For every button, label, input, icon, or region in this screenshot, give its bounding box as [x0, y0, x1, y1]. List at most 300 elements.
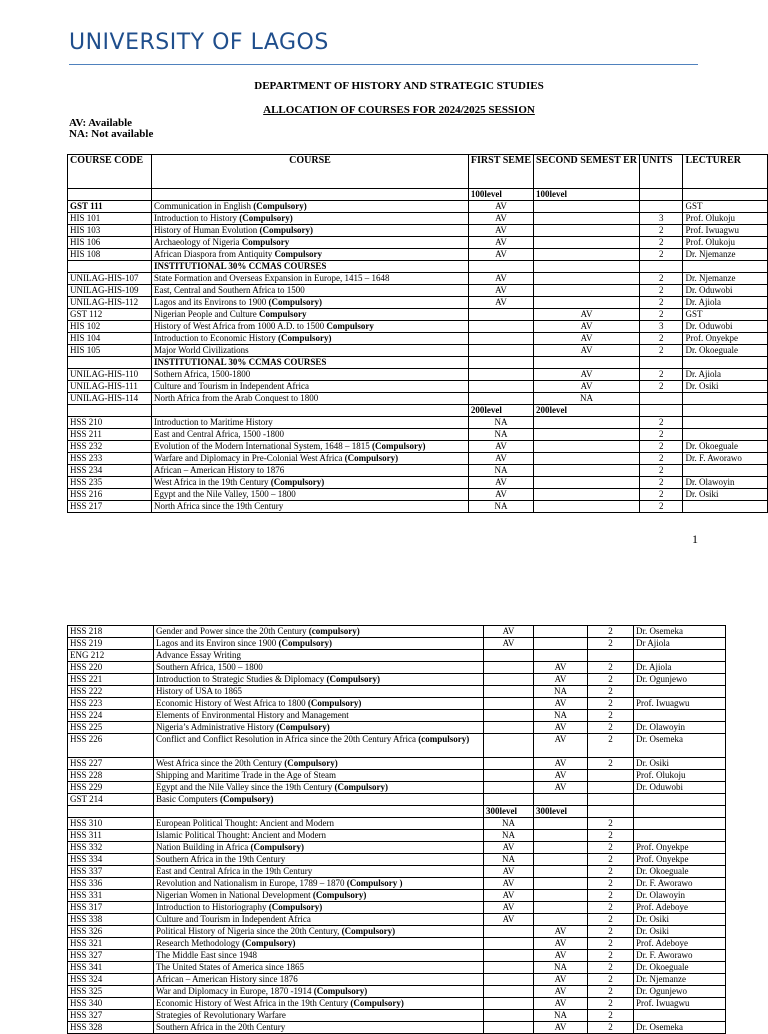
- course-title: [152, 189, 469, 201]
- first-semester-status: NA: [484, 830, 534, 842]
- course-title-text: Lagos and its Environ since 1900: [156, 638, 277, 648]
- second-semester-status: AV: [534, 758, 588, 770]
- course-code: HSS 331: [68, 890, 154, 902]
- compulsory-label: (Compulsory): [220, 794, 274, 804]
- course-title: [152, 405, 469, 417]
- course-code: HSS 234: [68, 465, 152, 477]
- course-units: 2: [588, 662, 634, 674]
- first-semester-status: AV: [468, 237, 533, 249]
- second-semester-status: [534, 650, 588, 662]
- course-title: [154, 890, 484, 902]
- table-row: [68, 914, 726, 926]
- first-semester-status: AV: [468, 297, 533, 309]
- course-title-text: Southern Africa, 1500 – 1800: [156, 662, 263, 672]
- lecturer-name: Dr. Okoeguale: [683, 441, 768, 453]
- course-code: HSS 221: [68, 674, 154, 686]
- table-row: [68, 998, 726, 1010]
- first-semester-status: AV: [468, 273, 533, 285]
- course-units: [640, 201, 683, 213]
- course-title-text: Introduction to Maritime History: [154, 417, 273, 427]
- second-semester-status: AV: [534, 369, 640, 381]
- course-title: [154, 854, 484, 866]
- course-units: 2: [640, 333, 683, 345]
- first-semester-status: [484, 1022, 534, 1034]
- lecturer-name: [683, 417, 768, 429]
- course-title: [154, 806, 484, 818]
- course-units: 2: [588, 626, 634, 638]
- section-row: [68, 357, 768, 369]
- first-semester-status: [484, 722, 534, 734]
- table-row: [68, 237, 768, 249]
- course-units: 2: [640, 249, 683, 261]
- course-title: [152, 381, 469, 393]
- course-units: 2: [640, 309, 683, 321]
- second-semester-status: [534, 638, 588, 650]
- course-units: [588, 794, 634, 806]
- first-semester-status: AV: [484, 638, 534, 650]
- course-title: [154, 1022, 484, 1034]
- page-number: 1: [692, 532, 698, 546]
- lecturer-name: GST: [683, 309, 768, 321]
- lecturer-name: [683, 405, 768, 417]
- second-semester-status: NA: [534, 710, 588, 722]
- compulsory-label: (Compulsory): [344, 453, 399, 463]
- first-semester-status: [468, 345, 533, 357]
- course-title-text: Culture and Tourism in Independent Africa: [154, 381, 309, 391]
- first-semester-status: AV: [468, 285, 533, 297]
- course-units: 2: [588, 698, 634, 710]
- course-title: [154, 938, 484, 950]
- second-semester-status: AV: [534, 926, 588, 938]
- course-title: [152, 285, 469, 297]
- course-code: HSS 327: [68, 1010, 154, 1022]
- course-title-text: Introduction to Economic History: [154, 333, 276, 343]
- course-title: [154, 686, 484, 698]
- course-title: [152, 477, 469, 489]
- first-semester-status: [484, 710, 534, 722]
- course-units: 2: [640, 297, 683, 309]
- compulsory-label: Compulsory: [241, 237, 290, 247]
- course-title-text: The United States of America since 1865: [156, 962, 304, 972]
- course-title: [154, 710, 484, 722]
- course-title-text: Warfare and Diplomacy in Pre-Colonial West Africa: [154, 453, 343, 463]
- course-code: [68, 189, 152, 201]
- first-semester-status: [484, 734, 534, 758]
- course-title: [154, 950, 484, 962]
- course-title-text: Elements of Environmental History and Management: [156, 710, 349, 720]
- second-semester-status: [534, 237, 640, 249]
- first-semester-status: [484, 770, 534, 782]
- course-units: 2: [640, 453, 683, 465]
- second-semester-status: [534, 429, 640, 441]
- course-units: [588, 782, 634, 794]
- course-code: HSS 228: [68, 770, 154, 782]
- table-row: [68, 213, 768, 225]
- course-title-text: Strategies of Revolutionary Warfare: [156, 1010, 286, 1020]
- table-row: [68, 962, 726, 974]
- first-semester-status: AV: [484, 626, 534, 638]
- course-code: UNILAG-HIS-110: [68, 369, 152, 381]
- second-semester-status: [534, 357, 640, 369]
- second-semester-status: NA: [534, 962, 588, 974]
- lecturer-name: Dr. Oduwobi: [683, 285, 768, 297]
- first-semester-status: [484, 794, 534, 806]
- table-row: [68, 686, 726, 698]
- lecturer-name: Prof. Olukoju: [683, 213, 768, 225]
- course-title: [154, 638, 484, 650]
- course-title-text: North Africa from the Arab Conquest to 1800: [154, 393, 319, 403]
- second-semester-status: 100level: [534, 189, 640, 201]
- course-code: HSS 338: [68, 914, 154, 926]
- table-row: [68, 662, 726, 674]
- second-semester-status: AV: [534, 770, 588, 782]
- course-units: 2: [640, 285, 683, 297]
- course-title-text: European Political Thought: Ancient and Modern: [156, 818, 335, 828]
- course-units: [588, 650, 634, 662]
- course-title: [152, 201, 469, 213]
- course-title-text: East and Central Africa, 1500 -1800: [154, 429, 285, 439]
- course-code: HSS 340: [68, 998, 154, 1010]
- course-code: HSS 210: [68, 417, 152, 429]
- course-title-text: West Africa in the 19th Century: [154, 477, 269, 487]
- course-title: [152, 453, 469, 465]
- second-semester-status: [534, 854, 588, 866]
- second-semester-status: [534, 842, 588, 854]
- lecturer-name: Dr. F. Aworawo: [634, 950, 726, 962]
- second-semester-status: [534, 830, 588, 842]
- first-semester-status: [484, 974, 534, 986]
- course-code: HSS 326: [68, 926, 154, 938]
- course-code: HSS 332: [68, 842, 154, 854]
- course-title: [154, 842, 484, 854]
- second-semester-status: AV: [534, 938, 588, 950]
- second-semester-status: [534, 902, 588, 914]
- second-semester-status: AV: [534, 974, 588, 986]
- course-title: [152, 309, 469, 321]
- second-semester-status: [534, 213, 640, 225]
- table-row: [68, 249, 768, 261]
- course-title: [152, 261, 469, 273]
- course-code: HSS 311: [68, 830, 154, 842]
- table-row: [68, 818, 726, 830]
- course-units: 2: [588, 986, 634, 998]
- course-units: 2: [640, 465, 683, 477]
- course-title-text: African – American History to 1876: [154, 465, 285, 475]
- course-units: 2: [588, 866, 634, 878]
- table-row: [68, 794, 726, 806]
- first-semester-status: AV: [484, 842, 534, 854]
- course-code: [68, 405, 152, 417]
- course-code: HSS 317: [68, 902, 154, 914]
- course-title-text: Southern Africa in the 19th Century: [156, 854, 286, 864]
- course-title-text: Major World Civilizations: [154, 345, 249, 355]
- course-units: 2: [588, 998, 634, 1010]
- table-row: [68, 441, 768, 453]
- lecturer-name: Dr. Ajiola: [683, 369, 768, 381]
- second-semester-status: [534, 794, 588, 806]
- first-semester-status: AV: [468, 477, 533, 489]
- table-row: [68, 489, 768, 501]
- course-title-text: Conflict and Conflict Resolution in Africa since the 20th Century Africa: [156, 734, 416, 744]
- first-semester-status: NA: [484, 854, 534, 866]
- first-semester-status: 100level: [468, 189, 533, 201]
- course-units: 2: [588, 974, 634, 986]
- course-code: [68, 357, 152, 369]
- course-code: HSS 327: [68, 950, 154, 962]
- table-row: [68, 201, 768, 213]
- header-course-code: COURSE CODE: [68, 155, 152, 189]
- lecturer-name: Dr. Njemanze: [634, 974, 726, 986]
- course-title: [154, 986, 484, 998]
- table-row: [68, 369, 768, 381]
- lecturer-name: Prof. Onyekpe: [634, 854, 726, 866]
- course-title-text: West Africa since the 20th Century: [156, 758, 282, 768]
- second-semester-status: AV: [534, 345, 640, 357]
- course-units: 2: [588, 710, 634, 722]
- first-semester-status: NA: [468, 465, 533, 477]
- lecturer-name: Dr. Oduwobi: [683, 321, 768, 333]
- second-semester-status: [534, 249, 640, 261]
- second-semester-status: [534, 818, 588, 830]
- first-semester-status: AV: [484, 914, 534, 926]
- header-second-semester: SECOND SEMEST ER: [534, 155, 640, 189]
- course-code: UNILAG-HIS-114: [68, 393, 152, 405]
- course-title-text: Basic Computers: [156, 794, 218, 804]
- course-title-text: Political History of Nigeria since the 20th Century,: [156, 926, 340, 936]
- compulsory-label: Compulsory: [326, 321, 374, 331]
- course-title-text: Culture and Tourism in Independent Africa: [156, 914, 311, 924]
- lecturer-name: [683, 465, 768, 477]
- first-semester-status: AV: [484, 866, 534, 878]
- second-semester-status: 200level: [534, 405, 640, 417]
- course-code: HSS 216: [68, 489, 152, 501]
- header-course: COURSE: [152, 155, 469, 189]
- lecturer-name: Dr. Ogunjewo: [634, 986, 726, 998]
- table-row: [68, 638, 726, 650]
- course-title-text: Advance Essay Writing: [156, 650, 241, 660]
- course-code: GST 111: [68, 201, 152, 213]
- table-row: [68, 710, 726, 722]
- lecturer-name: [683, 501, 768, 513]
- first-semester-status: AV: [468, 453, 533, 465]
- table-row: [68, 225, 768, 237]
- course-code: HSS 227: [68, 758, 154, 770]
- compulsory-label: (Compulsory): [372, 441, 426, 451]
- course-title-text: History of Human Evolution: [154, 225, 258, 235]
- course-units: [640, 189, 683, 201]
- first-semester-status: AV: [484, 878, 534, 890]
- table-row: [68, 1010, 726, 1022]
- lecturer-name: Dr. Osemeka: [634, 734, 726, 758]
- lecturer-name: Prof. Iwuagwu: [683, 225, 768, 237]
- first-semester-status: [468, 381, 533, 393]
- course-title: [152, 249, 469, 261]
- course-title-text: War and Diplomacy in Europe, 1870 -1914: [156, 986, 312, 996]
- lecturer-name: [683, 261, 768, 273]
- compulsory-label: (Compulsory): [307, 698, 362, 708]
- course-title: [154, 974, 484, 986]
- course-code: HSS 310: [68, 818, 154, 830]
- course-units: 2: [640, 381, 683, 393]
- course-units: 2: [640, 345, 683, 357]
- course-units: 2: [640, 429, 683, 441]
- second-semester-status: AV: [534, 698, 588, 710]
- course-code: UNILAG-HIS-111: [68, 381, 152, 393]
- course-title-text: Introduction to Historiography: [156, 902, 267, 912]
- course-code: ENG 212: [68, 650, 154, 662]
- first-semester-status: [484, 926, 534, 938]
- course-units: 2: [588, 758, 634, 770]
- course-units: 2: [588, 638, 634, 650]
- second-semester-status: NA: [534, 686, 588, 698]
- course-title-text: Archaeology of Nigeria: [154, 237, 240, 247]
- course-units: 2: [588, 890, 634, 902]
- lecturer-name: Dr. Olawoyin: [634, 890, 726, 902]
- second-semester-status: AV: [534, 309, 640, 321]
- course-code: HSS 341: [68, 962, 154, 974]
- compulsory-label: (Compulsory): [284, 758, 338, 768]
- first-semester-status: NA: [468, 417, 533, 429]
- second-semester-status: [534, 626, 588, 638]
- compulsory-label: (compulsory): [308, 626, 360, 636]
- first-semester-status: AV: [484, 890, 534, 902]
- second-semester-status: AV: [534, 381, 640, 393]
- course-title-text: Nigeria’s Administrative History: [156, 722, 274, 732]
- course-units: 2: [588, 818, 634, 830]
- course-units: 2: [588, 734, 634, 758]
- second-semester-status: AV: [534, 986, 588, 998]
- compulsory-label: (Compulsory): [250, 842, 304, 852]
- course-code: HSS 235: [68, 477, 152, 489]
- lecturer-name: Dr Ajiola: [634, 638, 726, 650]
- course-title: [152, 429, 469, 441]
- course-units: 2: [588, 878, 634, 890]
- second-semester-status: [534, 878, 588, 890]
- table-row: [68, 1022, 726, 1034]
- course-title: [154, 902, 484, 914]
- table-row: [68, 782, 726, 794]
- level-row: [68, 189, 768, 201]
- course-title: [152, 441, 469, 453]
- course-title-text: Introduction to Strategic Studies & Diplomacy: [156, 674, 325, 684]
- course-code: HSS 324: [68, 974, 154, 986]
- lecturer-name: Dr. Osemeka: [634, 1022, 726, 1034]
- table-row: [68, 758, 726, 770]
- second-semester-status: [534, 273, 640, 285]
- lecturer-name: GST: [683, 201, 768, 213]
- course-units: [640, 357, 683, 369]
- course-title: [154, 998, 484, 1010]
- table-row: [68, 674, 726, 686]
- second-semester-status: [534, 297, 640, 309]
- table-row: [68, 890, 726, 902]
- first-semester-status: 300level: [484, 806, 534, 818]
- table-row: [68, 381, 768, 393]
- course-title: [154, 698, 484, 710]
- second-semester-status: [534, 417, 640, 429]
- first-semester-status: [484, 662, 534, 674]
- course-units: 2: [640, 273, 683, 285]
- course-code: UNILAG-HIS-107: [68, 273, 152, 285]
- header-lecturer: LECTURER: [683, 155, 768, 189]
- course-title-text: History of USA to 1865: [156, 686, 243, 696]
- compulsory-label: (compulsory): [418, 734, 470, 744]
- first-semester-status: AV: [468, 213, 533, 225]
- level-row: [68, 806, 726, 818]
- second-semester-status: AV: [534, 1022, 588, 1034]
- lecturer-name: [634, 830, 726, 842]
- first-semester-status: [468, 357, 533, 369]
- course-units: [640, 405, 683, 417]
- second-semester-status: AV: [534, 722, 588, 734]
- course-code: HSS 233: [68, 453, 152, 465]
- lecturer-name: [634, 686, 726, 698]
- course-title: [154, 926, 484, 938]
- course-title-text: State Formation and Overseas Expansion in Europe, 1415 – 1648: [154, 273, 390, 283]
- course-title: [154, 722, 484, 734]
- lecturer-name: [683, 357, 768, 369]
- course-title-text: Economic History of West Africa in the 19th Century: [156, 998, 349, 1008]
- course-code: HSS 211: [68, 429, 152, 441]
- course-units: 2: [588, 842, 634, 854]
- course-title: [152, 213, 469, 225]
- course-code: HIS 101: [68, 213, 152, 225]
- course-title: [154, 818, 484, 830]
- first-semester-status: [484, 1010, 534, 1022]
- lecturer-name: [683, 429, 768, 441]
- lecturer-name: Dr. Osiki: [634, 926, 726, 938]
- course-title: [154, 830, 484, 842]
- compulsory-label: (Compulsory): [341, 926, 396, 936]
- second-semester-status: [534, 453, 640, 465]
- course-units: 3: [640, 213, 683, 225]
- lecturer-name: Prof. Olukoju: [683, 237, 768, 249]
- course-title: [154, 878, 484, 890]
- table-row: [68, 950, 726, 962]
- compulsory-label: Compulsory: [274, 249, 323, 259]
- course-title-text: Gender and Power since the 20th Century: [156, 626, 307, 636]
- table-row: [68, 309, 768, 321]
- course-title-text: Evolution of the Modern International System, 1648 – 1815: [154, 441, 370, 451]
- table-row: [68, 429, 768, 441]
- table-row: [68, 698, 726, 710]
- course-title-text: Islamic Political Thought: Ancient and Modern: [156, 830, 327, 840]
- course-title: [152, 489, 469, 501]
- lecturer-name: Prof. Onyekpe: [683, 333, 768, 345]
- first-semester-status: [468, 333, 533, 345]
- first-semester-status: [484, 962, 534, 974]
- second-semester-status: [534, 477, 640, 489]
- lecturer-name: [634, 710, 726, 722]
- table-row: [68, 902, 726, 914]
- course-units: 2: [640, 417, 683, 429]
- lecturer-name: [634, 806, 726, 818]
- first-semester-status: AV: [484, 902, 534, 914]
- first-semester-status: [484, 686, 534, 698]
- lecturer-name: [683, 393, 768, 405]
- course-units: 2: [640, 477, 683, 489]
- first-semester-status: [484, 758, 534, 770]
- table-row: [68, 986, 726, 998]
- lecturer-name: Prof. Onyekpe: [634, 842, 726, 854]
- course-code: HIS 108: [68, 249, 152, 261]
- lecturer-name: Dr. Ajiola: [634, 662, 726, 674]
- header-first-semester: FIRST SEME: [468, 155, 533, 189]
- course-units: 2: [640, 501, 683, 513]
- course-title-text: African – American History since 1876: [156, 974, 298, 984]
- table-row: [68, 842, 726, 854]
- second-semester-status: AV: [534, 321, 640, 333]
